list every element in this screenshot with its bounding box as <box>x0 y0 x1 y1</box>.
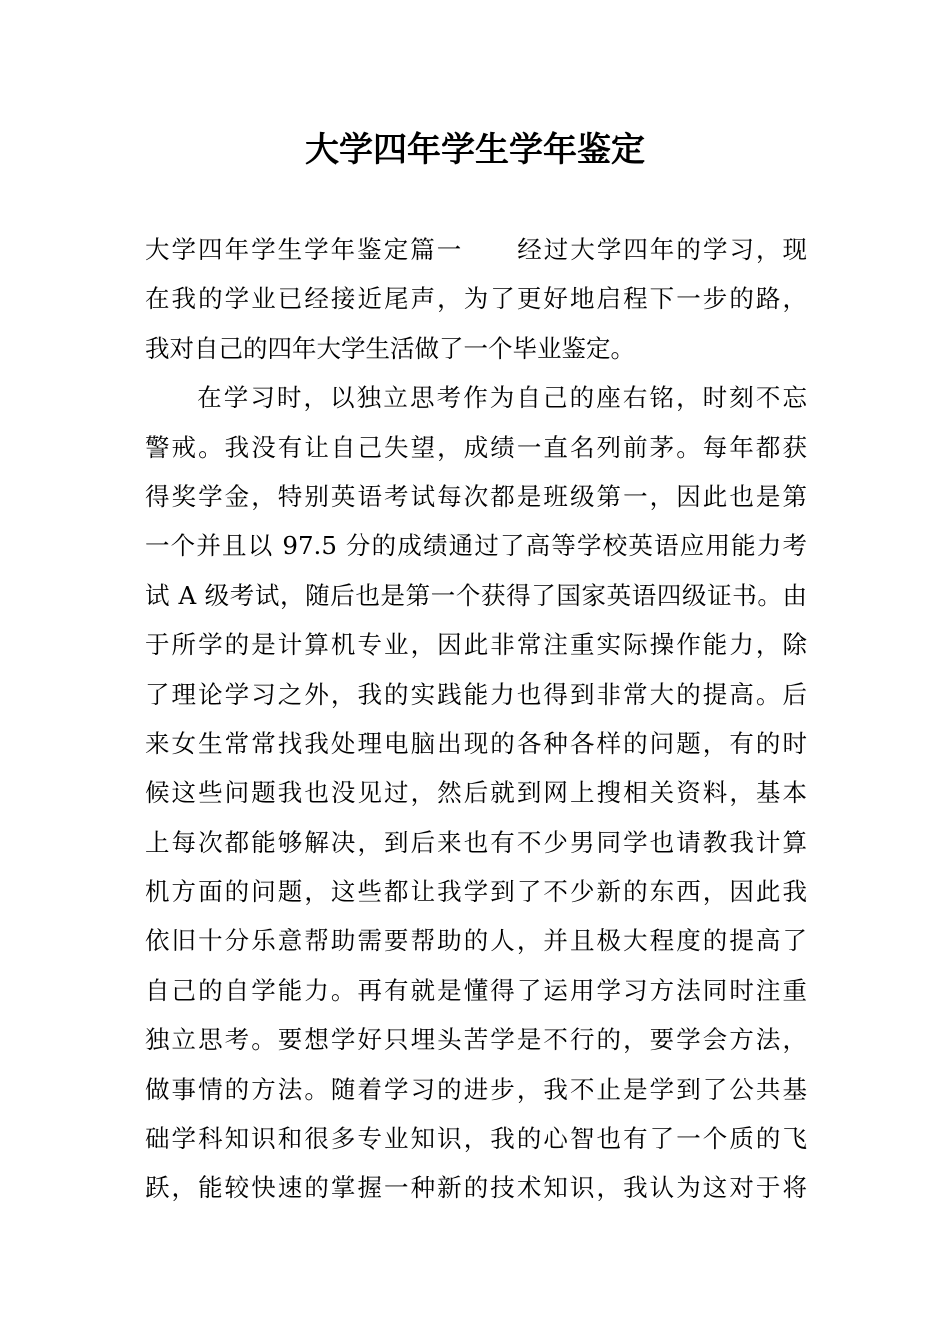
paragraph-line: 了理论学习之外，我的实践能力也得到非常大的提高。后 <box>145 679 807 709</box>
paragraph-line: 依旧十分乐意帮助需要帮助的人，并且极大程度的提高了 <box>145 926 807 956</box>
paragraph-line: 警戒。我没有让自己失望，成绩一直名列前茅。每年都获 <box>145 432 807 462</box>
paragraph-line: 在学习时，以独立思考作为自己的座右铭，时刻不忘 <box>195 383 807 413</box>
paragraph-line: 一个并且以 97.5 分的成绩通过了高等学校英语应用能力考 <box>145 531 807 561</box>
paragraph-line: 独立思考。要想学好只埋头苦学是不行的，要学会方法， <box>145 1025 807 1055</box>
paragraph-line: 做事情的方法。随着学习的进步，我不止是学到了公共基 <box>145 1074 807 1104</box>
paragraph-line: 上每次都能够解决，到后来也有不少男同学也请教我计算 <box>145 827 807 857</box>
intro-line-3: 我对自己的四年大学生活做了一个毕业鉴定。 <box>145 333 635 363</box>
intro-text: 经过大学四年的学习，现 <box>515 235 808 264</box>
paragraph-line: 础学科知识和很多专业知识，我的心智也有了一个质的飞 <box>145 1124 807 1154</box>
paragraph-line: 候这些问题我也没见过，然后就到网上搜相关资料，基本 <box>145 778 807 808</box>
intro-line-2: 在我的学业已经接近尾声，为了更好地启程下一步的路， <box>145 284 807 314</box>
section-heading: 大学四年学生学年鉴定篇一 <box>145 235 464 264</box>
document-title: 大学四年学生学年鉴定 <box>305 130 645 170</box>
paragraph-line: 试 A 级考试，随后也是第一个获得了国家英语四级证书。由 <box>145 580 807 610</box>
document-body <box>145 225 807 1213</box>
paragraph-line: 机方面的问题，这些都让我学到了不少新的东西，因此我 <box>145 877 807 907</box>
intro-line-1 <box>145 225 807 274</box>
paragraph-line: 来女生常常找我处理电脑出现的各种各样的问题，有的时 <box>145 728 807 758</box>
paragraph-line: 于所学的是计算机专业，因此非常注重实际操作能力，除 <box>145 630 807 660</box>
paragraph-line: 自己的自学能力。再有就是懂得了运用学习方法同时注重 <box>145 975 807 1005</box>
paragraph-line: 得奖学金，特别英语考试每次都是班级第一，因此也是第 <box>145 481 807 511</box>
paragraph-line: 跃，能较快速的掌握一种新的技术知识，我认为这对于将 <box>145 1173 807 1203</box>
